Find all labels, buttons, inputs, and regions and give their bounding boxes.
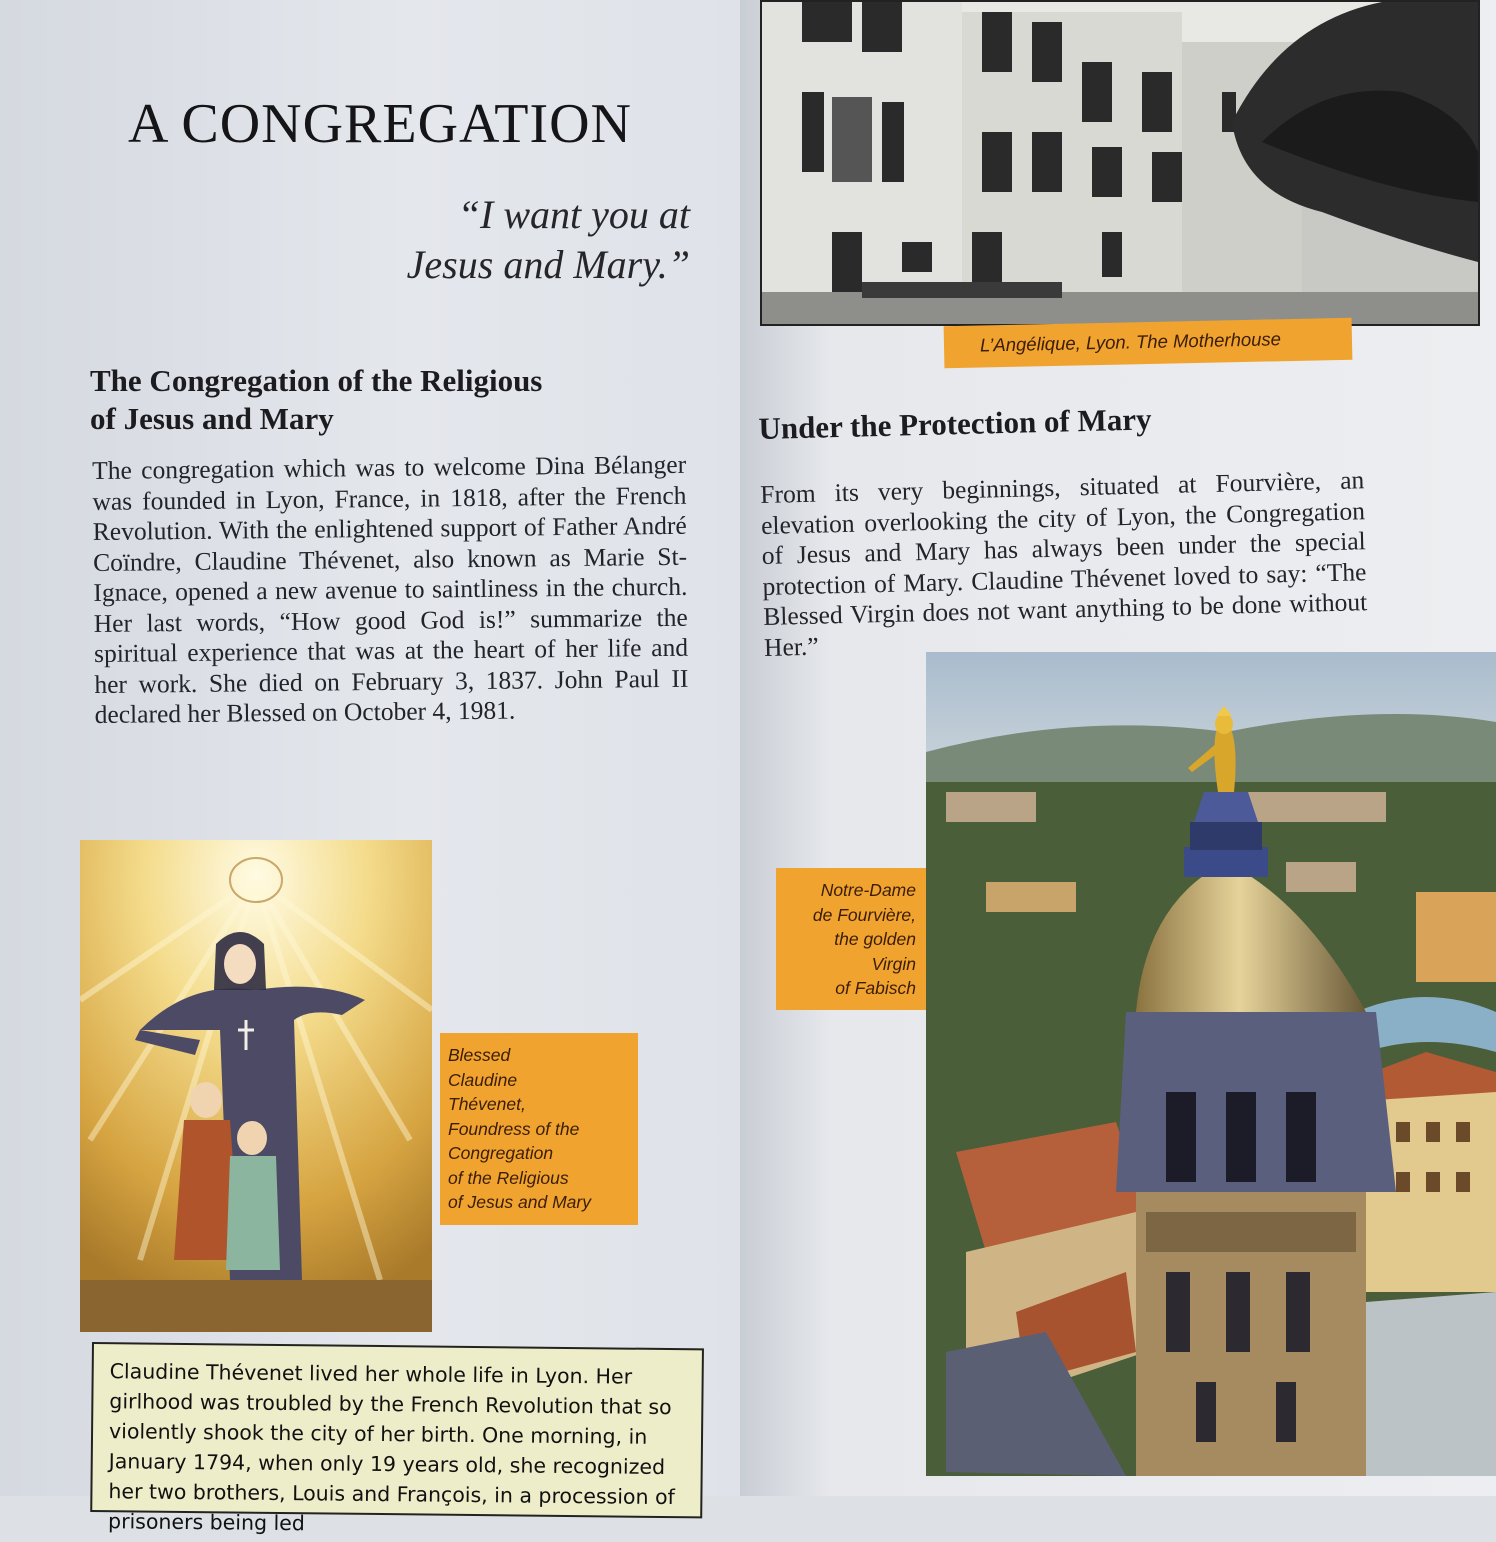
section-heading-congregation: [90, 362, 690, 438]
quote-line-2: Jesus and Mary.”: [406, 242, 690, 287]
congregation-paragraph: The congregation which was to welcome Dina Bélanger was founded in Lyon, France, in 1818, after the French Revolution. With the enlightened support of Father André Coïndre, Claudine Thévenet, also known as Marie St-Ignace, opened a new avenue to saintliness in the church. Her last words, “How good God is!” summarize the spiritual experience that was at the heart of her life and her work. She died on February 3, 1837. John Paul II declared her Blessed on October 4, 1981.: [92, 449, 689, 729]
caption-line: Notre-Dame: [820, 880, 916, 900]
page-title: A CONGREGATION: [128, 93, 632, 155]
caption-line: Virgin: [871, 953, 916, 974]
protection-paragraph: From its very beginnings, situated at Fourvière, an elevation overlooking the city of Lyon, the Congregation of Jesus and Mary has always been under the special protection of Mary. Claudine Thévenet loved to say: “The Blessed Virgin does not want anything to be done without Her.”: [760, 465, 1368, 662]
claudine-painting: [80, 840, 432, 1332]
painting-caption: [440, 1033, 638, 1225]
caption-line: Congregation: [448, 1143, 554, 1163]
pull-quote: [300, 190, 690, 290]
caption-line: of Jesus and Mary: [448, 1192, 591, 1212]
section-heading-protection: Under the Protection of Mary: [758, 401, 1152, 446]
quote-line-1: “I want you at: [457, 192, 690, 237]
caption-line: Thévenet,: [448, 1094, 526, 1114]
motherhouse-caption: L’Angélique, Lyon. The Motherhouse: [944, 318, 1353, 369]
caption-line: Claudine: [448, 1069, 518, 1090]
section-heading-line-1: The Congregation of the Religious: [90, 363, 543, 398]
caption-line: Foundress of the: [448, 1118, 580, 1139]
fourviere-photo: [926, 652, 1496, 1476]
fourviere-caption: [776, 868, 926, 1010]
caption-line: of the Religious: [448, 1167, 569, 1188]
caption-line: of Fabisch: [835, 978, 916, 998]
boxed-story-text: Claudine Thévenet lived her whole life in Lyon. Her girlhood was troubled by the French Revolution that so violently shook the city of her birth. One morning, in January 1794, when only 19 years old, she recognized her two brothers, Louis and François, in a procession of prisoners being led: [90, 1342, 704, 1518]
caption-line: Blessed: [448, 1045, 511, 1065]
section-heading-line-2: of Jesus and Mary: [90, 401, 334, 436]
caption-line: de Fourvière,: [812, 904, 916, 925]
motherhouse-photo: [760, 0, 1480, 326]
caption-line: the golden: [834, 929, 916, 949]
